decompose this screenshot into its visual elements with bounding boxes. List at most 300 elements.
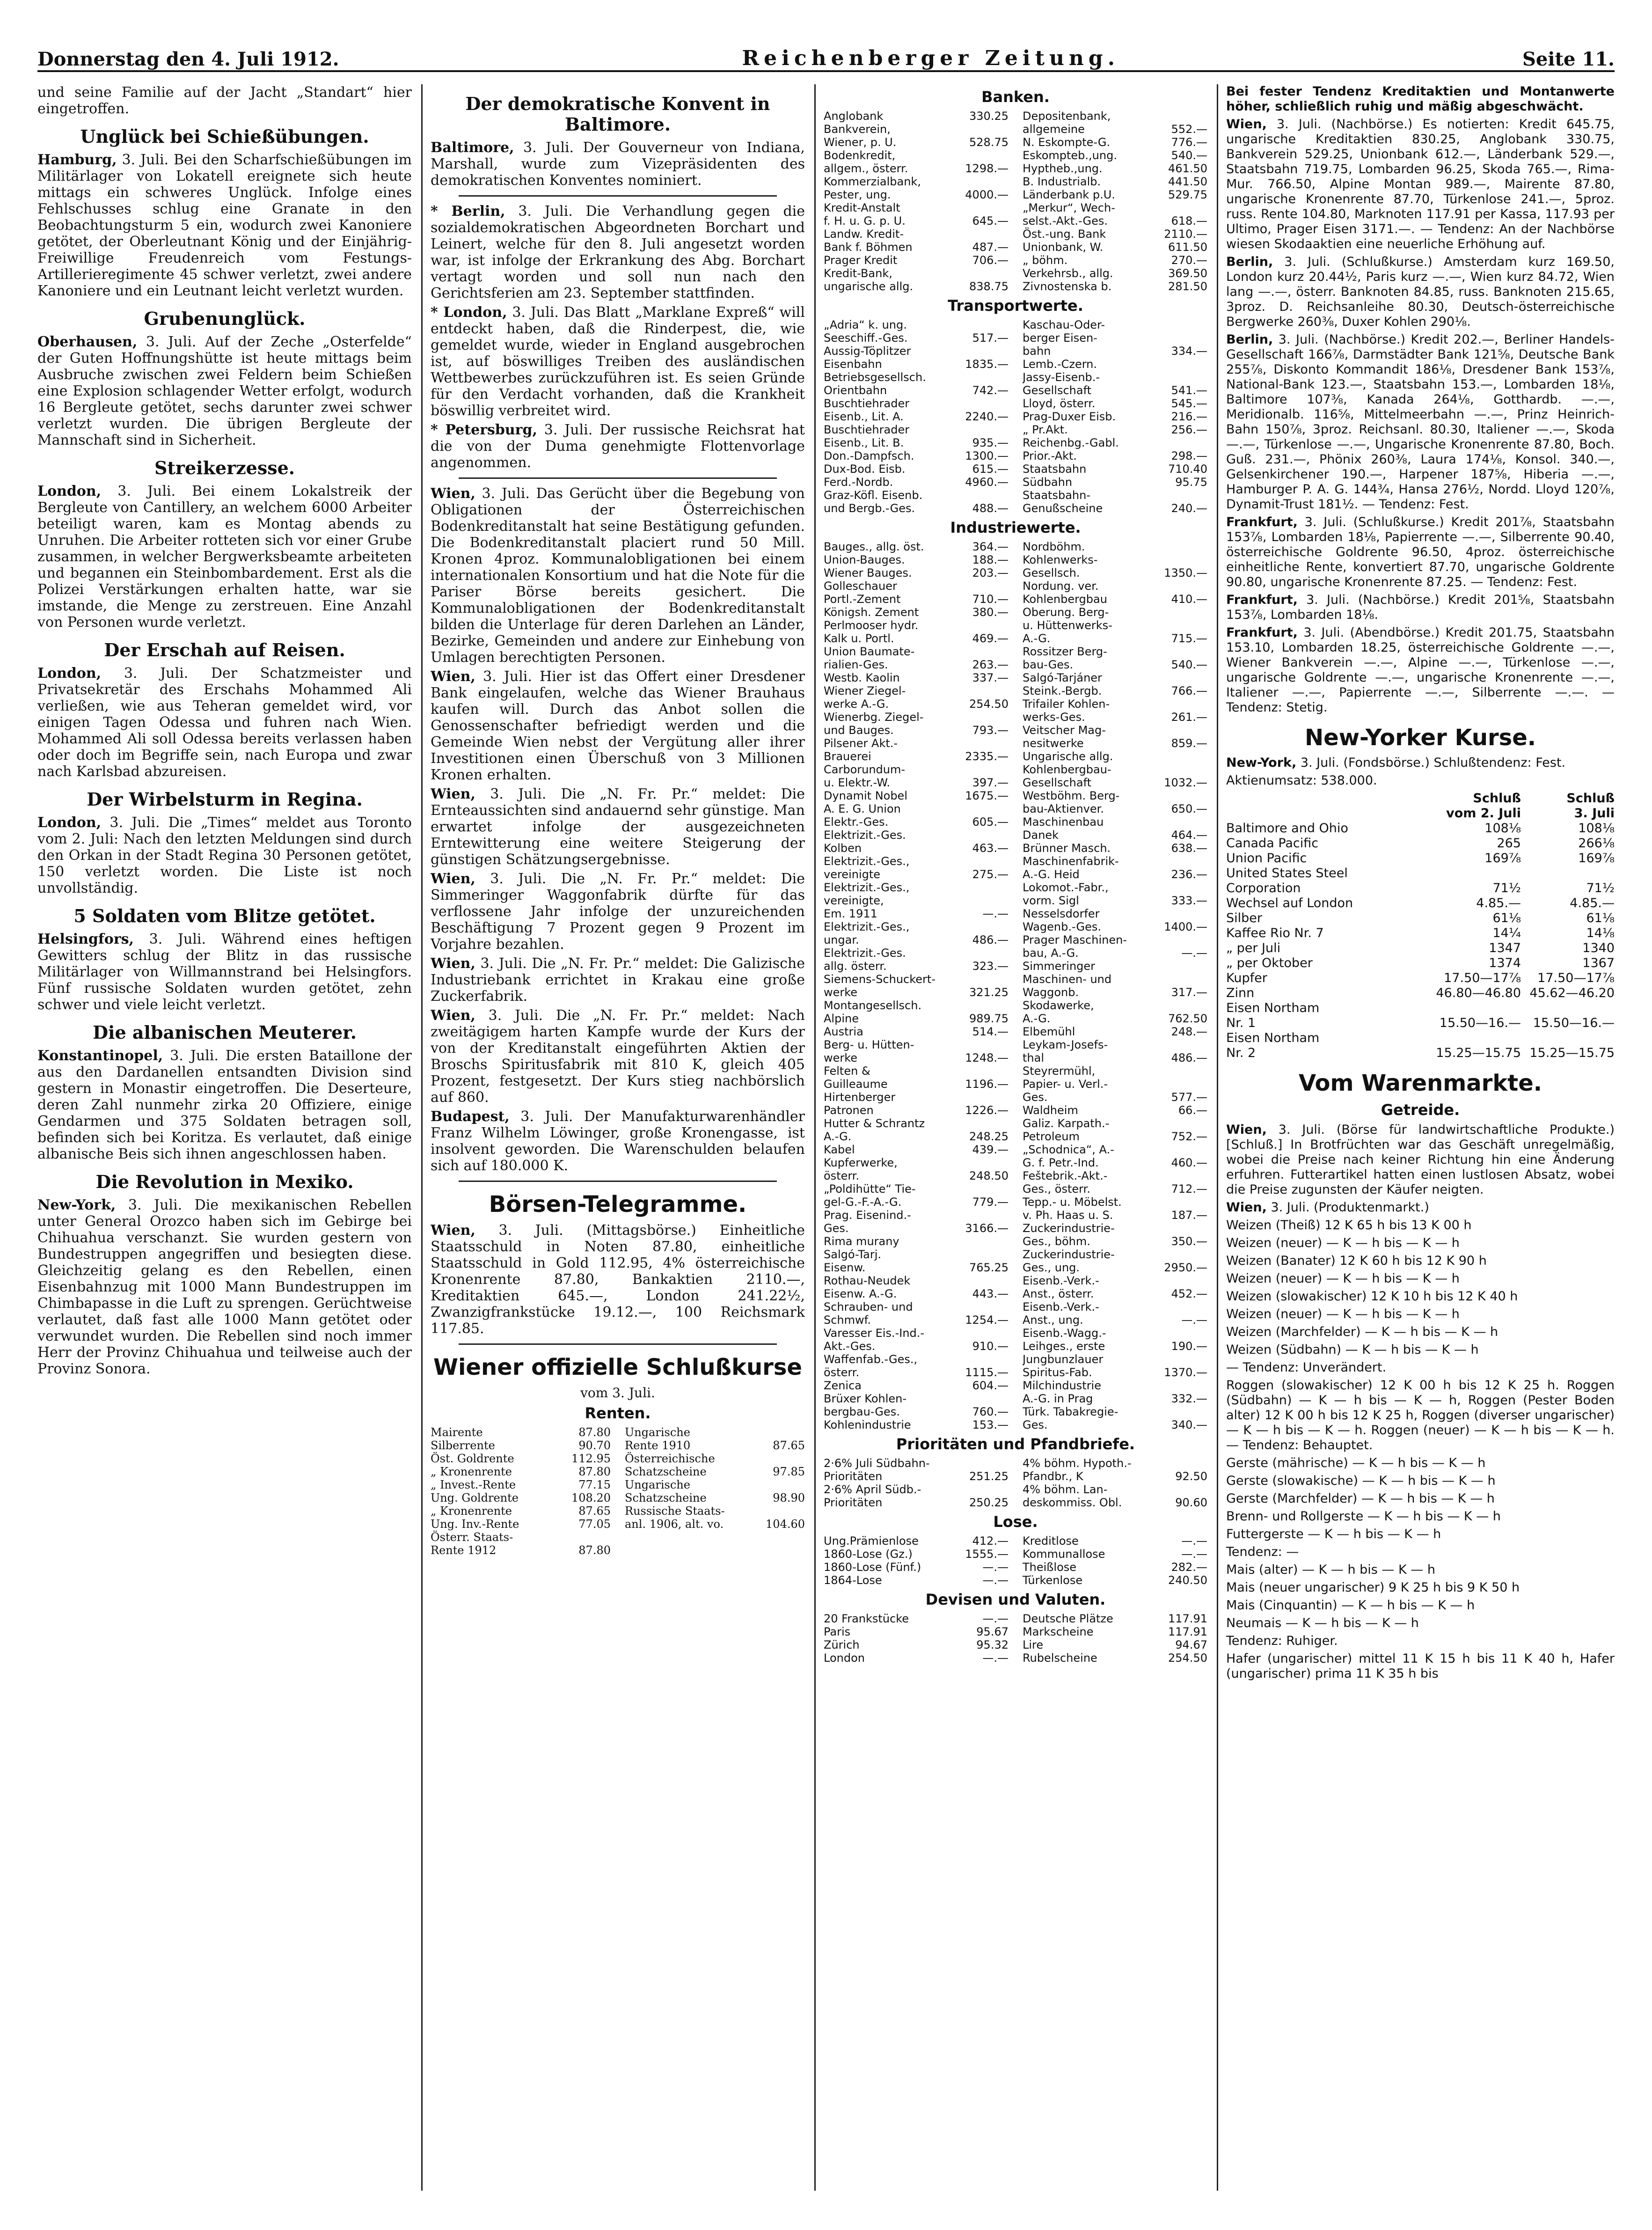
security-name: Kupferwerke,: [824, 1156, 898, 1169]
security-name: Wechsel auf London: [1226, 896, 1353, 910]
spacer: [1009, 397, 1023, 410]
quote-row: [824, 1300, 1207, 1313]
security-name: Ungarische allg.: [1023, 750, 1113, 763]
quote-row: [824, 241, 1207, 254]
article-headline: Der Wirbelsturm in Regina.: [87, 789, 363, 810]
spacer: [1009, 1483, 1023, 1496]
security-name: Bauges., allg. öst.: [824, 540, 924, 553]
column-3-stock-tables: [824, 84, 1207, 2191]
paragraph-text: 3. Juli. Die „Times“ meldet aus Toronto vom 2. Juli: Nach den letzten Meldungen sind durch den Orkan in der Stadt Regina 30 Personen getötet, 150 verletzt worden. Die Liste ist noch unvollständig.: [37, 814, 412, 896]
spacer: [1009, 1196, 1023, 1209]
article-paragraph: [1226, 1236, 1615, 1251]
ny-column-header: [1226, 791, 1615, 806]
security-name: Tepp.- u. Möbelst.: [1023, 1196, 1122, 1209]
quote-row: [824, 1548, 1207, 1561]
security-name: Siemens-Schuckert-: [824, 973, 936, 986]
security-name: Hutter & Schrantz: [824, 1117, 925, 1130]
article-paragraph: [1226, 1474, 1615, 1489]
article-paragraph: [37, 334, 412, 448]
article-paragraph: [37, 814, 412, 896]
security-price: [952, 1300, 1009, 1313]
price-prev: 108⅛: [1484, 821, 1521, 836]
quote-row: [824, 1091, 1207, 1104]
security-name: United States Steel: [1226, 866, 1348, 880]
spacer: [611, 1531, 625, 1544]
paragraph-text: 3. Juli. (Fondsbörse.) Schlußtendenz: Fest.: [1296, 756, 1566, 770]
paragraph-text: 3. Juli. Hier ist das Offert einer Dresdener Bank eingelaufen, welche das Wiener Brauhaus kaufen will. Durch das Anbot sollen die Genossenschafter befriedigt werden und die Gemeinde Wien nebst der Vergütung aller ihrer Investitionen einen Überschuß von 3 Millionen Kronen erhalten.: [431, 668, 805, 783]
security-price: [952, 1274, 1009, 1287]
security-name: Leykam-Josefs-: [1023, 1038, 1108, 1051]
security-name: „ Kronenrente: [431, 1465, 512, 1478]
security-name: Hirtenberger: [824, 1091, 896, 1104]
article-headline: Der demokratische Konvent in Baltimore.: [465, 93, 770, 135]
price-prev: 265: [1497, 836, 1521, 851]
article-paragraph: [1226, 1271, 1615, 1286]
quote-row: [824, 410, 1207, 423]
security-name: Alpine: [824, 1012, 859, 1025]
quote-row: [824, 175, 1207, 188]
security-name: „ per Juli: [1226, 941, 1281, 955]
security-price: —.—: [982, 907, 1009, 920]
security-price: 605.—: [972, 815, 1009, 829]
security-price: 1298.—: [965, 162, 1009, 175]
security-name: Maschinen- und: [1023, 973, 1112, 986]
paragraph-text: Neumais — K — h bis — K — h: [1226, 1616, 1419, 1630]
security-price: 397.—: [972, 776, 1009, 789]
security-name: Westb. Kaolin: [824, 671, 900, 684]
security-name: Pester, ung.: [824, 188, 891, 201]
security-price: 248.—: [1171, 1025, 1207, 1038]
ny-quote-row: [1226, 866, 1615, 881]
spacer: [1009, 436, 1023, 449]
security-name: Kolben: [824, 842, 862, 855]
security-price: 248.25: [969, 1130, 1009, 1143]
dateline: * London,: [431, 304, 507, 321]
security-price: 463.—: [972, 842, 1009, 855]
security-price: 989.75: [969, 1012, 1009, 1025]
article-paragraph: [37, 483, 412, 631]
quote-row: [824, 318, 1207, 331]
security-price: 250.25: [969, 1496, 1009, 1509]
security-name: Waggonb.: [1023, 986, 1079, 999]
article-paragraph: [37, 665, 412, 780]
spacer: [611, 1544, 625, 1557]
security-name: Silberrente: [431, 1439, 495, 1452]
spacer: [1009, 920, 1023, 933]
security-name: Prag-Duxer Eisb.: [1023, 410, 1116, 423]
spacer: [1009, 110, 1023, 123]
security-price: 838.75: [969, 280, 1009, 293]
security-price: [1151, 1117, 1207, 1130]
spacer: [1009, 737, 1023, 750]
security-name: Kredit-Anstalt: [824, 201, 900, 214]
security-price: 66.—: [1178, 1104, 1207, 1117]
security-price: [952, 802, 1009, 815]
quote-row: [824, 632, 1207, 645]
security-name: Prioritäten: [824, 1496, 883, 1509]
quote-row: [824, 358, 1207, 371]
security-price: [1151, 999, 1207, 1012]
dateline: Berlin,: [1226, 332, 1273, 347]
security-price: [1151, 697, 1207, 711]
paragraph-text: 3. Juli. (Produktenmarkt.): [1266, 1200, 1429, 1215]
spacer: [1009, 358, 1023, 371]
paragraph-text: Gerste (slowakische) — K — h bis — K — h: [1226, 1474, 1496, 1488]
security-name: Prag. Eisenind.-: [824, 1209, 911, 1222]
security-price: [952, 1248, 1009, 1261]
security-name: Türk. Tabakregie-: [1023, 1405, 1118, 1418]
security-price: 254.50: [969, 697, 1009, 711]
security-name: thal: [1023, 1051, 1044, 1064]
article-paragraph: [1226, 255, 1615, 330]
paragraph-text: 3. Juli. Die „N. Fr. Pr.“ meldet: Die Ernteaussichten sind andauernd sehr günstige. Man erwartet infolge der ausgezeichneten Erntewitterung eine weitere Steigerung der günstigen Schätzungsergebnisse.: [431, 786, 805, 868]
security-name: Kredit-Bank,: [824, 267, 892, 280]
quote-row: [824, 1638, 1207, 1651]
security-price: 364.—: [972, 540, 1009, 553]
paragraph-text: Gerste (Marchfelder) — K — h bis — K — h: [1226, 1491, 1495, 1506]
paragraph-text: — Tendenz: Unverändert.: [1226, 1360, 1387, 1375]
spacer: [1009, 973, 1023, 986]
quote-row: [824, 986, 1207, 999]
quote-row: [824, 1078, 1207, 1091]
security-name: 4% böhm. Hypoth.-: [1023, 1457, 1132, 1470]
article-paragraph: [1226, 1342, 1615, 1357]
security-name: N. Eskompte-G.: [1023, 136, 1111, 149]
security-price: [952, 423, 1009, 436]
security-price: [952, 711, 1009, 724]
security-name: Feštebrik.-Akt.-: [1023, 1169, 1108, 1182]
security-price: 87.65: [773, 1439, 805, 1452]
quote-row: [824, 123, 1207, 136]
security-name: Eskompteb.,ung.: [1023, 149, 1117, 162]
quote-row: [824, 331, 1207, 345]
security-price: 712.—: [1171, 1182, 1207, 1196]
security-name: Kreditlose: [1023, 1534, 1079, 1548]
security-price: [1151, 619, 1207, 632]
security-name: Corporation: [1226, 881, 1301, 895]
article-paragraph: [1226, 1254, 1615, 1269]
dateline: Wien,: [431, 1007, 475, 1024]
dateline: Oberhausen,: [37, 334, 138, 350]
security-name: Ges., österr.: [1023, 1182, 1090, 1196]
quote-row: [824, 1143, 1207, 1156]
security-name: Eisenw.: [824, 1261, 866, 1274]
quote-row: [824, 371, 1207, 384]
paragraph-text: Weizen (Südbahn) — K — h bis — K — h: [1226, 1342, 1479, 1357]
quote-row: [824, 842, 1207, 855]
paragraph-text: 3. Juli. Der russische Reichsrat hat die von der Duma genehmigte Flottenvorlage angenommen.: [431, 422, 805, 471]
quote-row: [431, 1478, 805, 1491]
price-prev: 14¼: [1492, 926, 1521, 940]
security-name: 1860-Lose (Gz.): [824, 1548, 913, 1561]
paragraph-text: 3. Juli. (Schlußkurse.) Kredit 201⅞, Staatsbahn 153⅞, Lombarden 18⅛, Papierrente —.—, Silberrente 90.40, österreichische Goldrente 96.50, 4proz. österreichische einheitliche Rente, konvertiert 87.70, ungarische Goldrente 90.80, ungarische Kronenrente 87.25. — Tendenz: Fest.: [1226, 515, 1615, 589]
article-paragraph: [431, 871, 805, 953]
security-price: [952, 920, 1009, 933]
paragraph-text: 3. Juli. Das Blatt „Marklane Expreß“ will entdeckt haben, daß die Rinderpest, die, wie gemeldet wurde, wieder in England ausgebrochen ist, auf böswilliges Treiben des ausländischen Wettbewerbes zurückzuführen ist. Es seien Gründe für den Verdacht vorhanden, daß die Krankheit böswillig verbreitet wird.: [431, 304, 805, 419]
security-price: 461.50: [1168, 162, 1207, 175]
security-price: [952, 999, 1009, 1012]
security-price: [952, 645, 1009, 658]
security-price: 95.67: [976, 1625, 1009, 1638]
article-paragraph: [1226, 756, 1615, 770]
security-name: A.-G.: [1023, 632, 1051, 645]
article-headline: 5 Soldaten vom Blitze getötet.: [73, 905, 376, 926]
security-name: allgem., österr.: [824, 162, 908, 175]
security-price: [1151, 671, 1207, 684]
security-price: [952, 175, 1009, 188]
security-price: [952, 1182, 1009, 1196]
security-price: [1151, 1196, 1207, 1209]
section-subheading: Industriewerte.: [950, 519, 1081, 536]
spacer: [1009, 1340, 1023, 1353]
quote-row: [431, 1426, 805, 1439]
security-price: [952, 1156, 1009, 1169]
spacer: [1009, 842, 1023, 855]
security-price: [952, 1392, 1009, 1405]
spacer: [611, 1504, 625, 1518]
spacer: [1009, 201, 1023, 214]
security-price: 3166.—: [965, 1222, 1009, 1235]
security-name: vereinigte: [824, 868, 881, 881]
spacer: [1009, 149, 1023, 162]
ny-header-prev: vom 2. Juli: [1446, 806, 1521, 821]
spacer: [1009, 214, 1023, 227]
security-name: A. E. G. Union: [824, 802, 901, 815]
security-price: [952, 763, 1009, 776]
security-name: Rima murany: [824, 1235, 899, 1248]
security-price: 766.—: [1171, 684, 1207, 697]
security-name: Südbahn: [1023, 476, 1073, 489]
security-name: Anst., österr.: [1023, 1287, 1094, 1300]
security-price: [749, 1478, 805, 1491]
security-price: [952, 894, 1009, 907]
security-price: [952, 1483, 1009, 1496]
quote-row: [824, 920, 1207, 933]
security-price: 117.91: [1168, 1625, 1207, 1638]
spacer: [1009, 894, 1023, 907]
article-paragraph: [1226, 1289, 1615, 1304]
security-price: 263.—: [972, 658, 1009, 671]
paragraph-text: 3. Juli. Der Manufakturwarenhändler Franz Wilhelm Löwinger, große Kronengasse, ist insolvent geworden. Die Warenschulden belaufen sich auf 180.000 K.: [431, 1108, 805, 1174]
security-price: 261.—: [1171, 711, 1207, 724]
security-name: Kohlenwerks-: [1023, 553, 1098, 566]
quote-row: [824, 1274, 1207, 1287]
quote-row: [824, 619, 1207, 632]
security-price: [1151, 1353, 1207, 1366]
security-price: 248.50: [969, 1169, 1009, 1182]
quote-row: [824, 162, 1207, 175]
section-subheading: Renten.: [585, 1404, 651, 1422]
security-price: [1151, 318, 1207, 331]
article-paragraph: [1226, 773, 1615, 788]
security-name: Seeschiff.-Ges.: [824, 331, 908, 345]
article-paragraph: [37, 1197, 412, 1377]
paragraph-text: 3. Juli. (Börse für landwirtschaftliche Produkte.) [Schluß.] In Brotfrüchten war das Geschäft unregelmäßig, wobei die Preise nach keiner Richtung hin eine Änderung erfuhren. Futterartikel hatten einen lustlosen Absatz, wobei die Preise zugunsten der Käufer neigten.: [1226, 1122, 1615, 1197]
security-name: Depositenbank,: [1023, 110, 1111, 123]
security-name: Betriebsgesellsch.: [824, 371, 926, 384]
security-price: 98.90: [773, 1491, 805, 1504]
article-paragraph: [1226, 1634, 1615, 1649]
quote-row: [824, 580, 1207, 593]
quote-row: [431, 1439, 805, 1452]
quote-row: [824, 1012, 1207, 1025]
spacer: [1009, 1156, 1023, 1169]
article-paragraph: [1226, 1325, 1615, 1340]
quote-row: [824, 1534, 1207, 1548]
security-name: Buschtiehrader: [824, 397, 910, 410]
article-headline: Die albanischen Meuterer.: [93, 1022, 357, 1043]
quote-row: [824, 1064, 1207, 1078]
section-divider: [459, 477, 777, 479]
article-paragraph: [431, 422, 805, 471]
security-price: 333.—: [1171, 894, 1207, 907]
security-price: 256.—: [1171, 423, 1207, 436]
article-headline: Wiener offizielle Schlußkurse: [433, 1354, 802, 1380]
paragraph-text: Tendenz: —: [1226, 1545, 1299, 1559]
spacer: [1009, 1313, 1023, 1327]
quote-row: [824, 645, 1207, 658]
price-prev: 1374: [1489, 956, 1521, 970]
price-curr: [1521, 1001, 1615, 1016]
column-rule: [421, 84, 423, 2191]
security-price: 752.—: [1171, 1130, 1207, 1143]
security-price: 577.—: [1171, 1091, 1207, 1104]
spacer: [1009, 684, 1023, 697]
security-price: 112.95: [571, 1452, 611, 1465]
quote-row: [824, 423, 1207, 436]
security-price: 94.67: [1175, 1638, 1207, 1651]
dateline: New-York,: [37, 1197, 116, 1213]
spacer: [1009, 711, 1023, 724]
security-name: London: [824, 1651, 865, 1665]
quote-row: [824, 1104, 1207, 1117]
security-name: B. Industrialb.: [1023, 175, 1101, 188]
quote-row: [824, 855, 1207, 868]
security-name: bau-Aktienver.: [1023, 802, 1104, 815]
spacer: [1009, 1091, 1023, 1104]
security-price: 541.—: [1171, 384, 1207, 397]
security-price: 153.—: [972, 1418, 1009, 1431]
security-price: [1151, 1222, 1207, 1235]
security-name: Kaffee Rio Nr. 7: [1226, 926, 1324, 940]
article-paragraph: [1226, 1545, 1615, 1560]
paragraph-text: Weizen (neuer) — K — h bis — K — h: [1226, 1307, 1460, 1321]
quote-row: [824, 973, 1207, 986]
price-prev: [1427, 1031, 1521, 1046]
security-price: [1151, 1300, 1207, 1313]
security-price: 87.80: [578, 1426, 611, 1439]
security-name: Wiener, p. U.: [824, 136, 897, 149]
price-prev: 71½: [1492, 881, 1521, 895]
quote-row: [824, 227, 1207, 241]
security-name: Bodenkredit,: [824, 149, 896, 162]
security-price: 742.—: [972, 384, 1009, 397]
security-name: „ Pr.Akt.: [1023, 423, 1068, 436]
section-subheading: Devisen und Valuten.: [925, 1591, 1106, 1608]
security-price: 2110.—: [1164, 227, 1207, 241]
security-price: 540.—: [1171, 149, 1207, 162]
security-name: Skodawerke,: [1023, 999, 1094, 1012]
article-paragraph: [1226, 1651, 1615, 1681]
spacer: [1009, 318, 1023, 331]
security-name: ungar.: [824, 933, 859, 946]
security-name: Nr. 2: [1226, 1046, 1256, 1060]
security-name: Buschtiehrader: [824, 423, 910, 436]
page-number: Seite 11.: [1522, 48, 1615, 70]
security-price: 87.80: [578, 1544, 611, 1557]
security-price: 188.—: [972, 553, 1009, 566]
spacer: [1009, 763, 1023, 776]
security-price: [1151, 973, 1207, 986]
security-price: [952, 201, 1009, 214]
spacer: [1009, 999, 1023, 1012]
security-price: 187.—: [1171, 1209, 1207, 1222]
security-name: „Adria“ k. ung.: [824, 318, 907, 331]
security-name: Union Pacific: [1226, 851, 1307, 866]
security-price: [1151, 489, 1207, 502]
security-price: —.—: [982, 1561, 1009, 1574]
security-name: Kommunallose: [1023, 1548, 1105, 1561]
spacer: [1009, 1300, 1023, 1313]
ny-quote-row: [1226, 971, 1615, 986]
security-name: Ung. Inv.-Rente: [431, 1518, 519, 1531]
security-name: Schatzscheine: [625, 1465, 707, 1478]
security-price: 776.—: [1171, 136, 1207, 149]
security-price: [1151, 110, 1207, 123]
paragraph-text: Tendenz: Ruhiger.: [1226, 1634, 1338, 1648]
security-name: Schrauben- und: [824, 1300, 913, 1313]
spacer: [1009, 881, 1023, 894]
paragraph-text: 3. Juli. (Nachbörse.) Kredit 201⅝, Staatsbahn 153⅞, Lombarden 18⅛.: [1226, 593, 1615, 622]
paragraph-text: 3. Juli. (Nachbörse.) Kredit 202.—, Berliner Handels-Gesellschaft 166⅞, Darmstädter Bank 121⅝, Deutsche Bank 255⅞, Diskonto Kommandit 186⅛, Dresdener Bank 153⅞, National-Bank 123.—, Staatsbahn 153.—, Lombarden 18⅛, Baltimore 107⅜, Kanada 264⅛, Gotthardb. —.—, Meridionalb. 116⅝, Mittelmeerbahn —.—, Prinz Heinrich-Bahn 150⅞, 3proz. Reichsanl. 80.30, Italiener —.—, Skoda —.—, Türkenlose —.—, Ungarische Kronenrente 87.80, Boch. Guß. 231.—, Phönix 260⅜, Laura 174⅛, Konsol. 340.—, Gelsenkirchener 190.—, Harpener 187⅝, Hiberia —.—, Hamburger P. A. G. 144¾, Hansa 276½, Nordd. Lloyd 120⅞, Dynamit-Trust 181½. — Tendenz: Fest.: [1226, 332, 1615, 512]
security-price: 90.70: [578, 1439, 611, 1452]
quote-row: [824, 553, 1207, 566]
article-paragraph: [431, 1007, 805, 1106]
spacer: [1009, 123, 1023, 136]
paragraph-text: 3. Juli. Der Schatzmeister und Privatsekretär des Erschahs Mohammed Ali verließen, wie aus Teheran gemeldet wird, vor einigen Tagen Odessa und fuhren nach Wien. Mohammed Ali soll Odessa bereits verlassen haben oder doch im Begriffe sein, nach Europa und zwar nach Karlsbad abzureisen.: [37, 665, 412, 780]
ny-quote-row: [1226, 941, 1615, 956]
spacer: [1009, 162, 1023, 175]
security-name: Salgó-Tarj.: [824, 1248, 881, 1261]
quote-row: [824, 1248, 1207, 1261]
spacer: [1009, 188, 1023, 201]
security-price: 117.91: [1168, 1612, 1207, 1625]
security-price: 240.—: [1171, 502, 1207, 515]
security-name: Union Baumate-: [824, 645, 915, 658]
quote-row: [824, 136, 1207, 149]
security-name: Verkehrsb., allg.: [1023, 267, 1113, 280]
security-price: 1835.—: [965, 358, 1009, 371]
security-name: Brüxer Kohlen-: [824, 1392, 907, 1405]
security-name: Pfandbr., K: [1023, 1470, 1083, 1483]
security-name: Nesselsdorfer: [1023, 907, 1100, 920]
security-price: 1254.—: [965, 1313, 1009, 1327]
quote-row: [824, 540, 1207, 553]
security-name: Graz-Köfl. Eisenb.: [824, 489, 923, 502]
security-name: Lire: [1023, 1638, 1044, 1651]
article-paragraph: [1226, 593, 1615, 623]
quote-row: [824, 606, 1207, 619]
paragraph-text: Hafer (ungarischer) mittel 11 K 15 h bis 11 K 40 h, Hafer (ungarischer) prima 11 K 35 h bis: [1226, 1651, 1615, 1681]
security-price: 1248.—: [965, 1051, 1009, 1064]
paragraph-text: 3. Juli. (Mittagsbörse.) Einheitliche Staatsschuld in Noten 87.80, einheitliche Staatsschuld in Gold 112.95, 4% österreichische Kronenrente 87.80, Bankaktien 2110.—, Kreditaktien 645.—, London 241.22½, Zwanzigfrankstücke 19.12.—, 100 Reichsmark 117.85.: [431, 1222, 805, 1337]
quote-row: [824, 960, 1207, 973]
security-price: [1151, 1064, 1207, 1078]
security-name: Kaschau-Oder-: [1023, 318, 1105, 331]
quote-row: [824, 1313, 1207, 1327]
security-price: [952, 1091, 1009, 1104]
quote-row: [824, 1612, 1207, 1625]
